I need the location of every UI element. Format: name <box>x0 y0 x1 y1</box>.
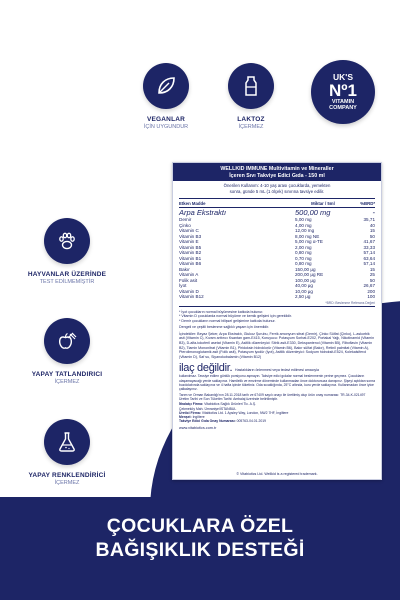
table-cell-amount: 2,50 μg <box>295 294 311 299</box>
badge-sweetener-title: YAPAY TATLANDIRICI <box>31 371 103 378</box>
note-vitamin-d: * Vitamin D çocuklarda normal büyüme ve kemik gelişimi için gereklidir. <box>179 314 292 319</box>
license-label: Takviye Edici Gıda Onay Numarası: <box>179 419 236 424</box>
manufacturer-label: Üretici Firma: <box>179 410 201 415</box>
table-cell-amount: 5,00 mg α-TE <box>295 239 323 244</box>
copyright-text: © Vitabiotics Ltd. Wellkid is a registered trademark. <box>236 472 318 476</box>
col-active: Etken Madde <box>179 200 206 206</box>
table-cell-name: Arpa Ekstraktı <box>179 208 227 217</box>
tagline-line2: BAĞIŞIKLIK DESTEĞİ <box>95 539 305 561</box>
badge-colorant-sub: İÇERMEZ <box>54 480 80 486</box>
table-cell-name: Bakır <box>179 266 190 272</box>
note-iodine: * İyot çocukların normal büyümesine katkıda bulunur. <box>179 309 264 314</box>
note-diet: Dengeli ve çeşitli beslenme sağlıklı yaşam için önemlidir. <box>179 325 270 330</box>
table-cell-amount: 4,00 mg <box>295 222 312 228</box>
product-label-box <box>172 162 382 480</box>
uk-badge-line3b: COMPANY <box>329 105 357 111</box>
table-cell-amount: 100,00 μg <box>295 277 316 283</box>
flask-icon <box>44 419 90 465</box>
label-header <box>173 163 381 181</box>
table-cell-name: Çinko <box>179 222 191 228</box>
table-cell-name: Vitamin B2 <box>179 250 202 255</box>
table-cell-nrv: 50 <box>369 233 375 239</box>
table-cell-name: Folik asit <box>179 277 198 283</box>
uk-badge-line3a: VITAMIN <box>331 98 355 105</box>
badge-vegan-sub: İÇİN UYGUNDUR <box>143 124 189 130</box>
approval-text: Tarım ve Orman Bakanlığı'nın 28.11.2018 tarih ve 67409 sayılı onayı ile üretilmiş olup ürün onay numarası: TR-34-K-021497 <box>179 392 366 397</box>
table-cell-name: Vitamin D <box>179 288 199 294</box>
table-cell-name: Vitamin B12 <box>179 294 204 299</box>
table-cell-name: Vitamin B6 <box>179 261 202 266</box>
origin-value: İngiltere <box>192 415 205 420</box>
milk-bottle-icon <box>228 63 274 109</box>
note-iron: * Demir çocukların normal bilişsel gelişimine katkıda bulunur. <box>179 318 276 323</box>
badge-animal-testing <box>12 218 122 285</box>
table-cell-amount: 8,00 mg NE <box>295 233 320 239</box>
table-cell-nrv: 25 <box>369 272 375 277</box>
table-cell-amount: 500,00 mg <box>295 208 331 217</box>
usage-line2: sonra, günde 5 mL (1 ölçek) sınırına tavsiye edilir. <box>229 188 325 194</box>
table-cell-nrv: 57,14 <box>363 261 375 266</box>
not-medicine-small: Hastalıkların önlenmesi veya tedavi edilmesi amacıyla <box>235 368 319 373</box>
warnings-text: kullanılmaz. Tavsiye edilen günlük porsiyonu aşmayın. Takviye edici gıdalar normal beslenmenin yerine geçmez. Çocukların ulaşamayacağı yerde saklayınız. Hamilelik ve emzirme döneminde kullanmadan önce doktorunuza danışınız. Şişeyi açtıktan sonra buzdolabında saklayınız ve 4 hafta içinde tüketiniz. Oda sıcaklığında, 25°C altında, kuru yerde saklayınız. Kullanmadan önce iyice çalkalayınız. <box>179 374 376 392</box>
table-cell-name: Vitamin E <box>179 239 199 244</box>
col-nrv: %BRD* <box>360 200 375 206</box>
badge-sweetener-sub: İÇERMEZ <box>54 379 80 385</box>
tagline <box>0 514 400 562</box>
not-medicine-statement <box>173 362 381 374</box>
nutrition-table-header <box>179 199 375 208</box>
table-cell-nrv: 200 <box>367 288 375 294</box>
table-cell-nrv: 40 <box>369 222 375 228</box>
nutrition-table-body <box>179 208 375 300</box>
label-header-line1: WELLKID IMMUNE Multivitamin ve Mineraller <box>220 166 334 172</box>
importer-label: İthalatçı Firma: <box>179 402 204 407</box>
table-cell-nrv: 26,67 <box>363 283 375 288</box>
ingredients-text: İçindekiler: Beyaz Şeker, Arpa Ekstraktı, Glukoz Şurubu, Ferrik amonyum sitrat (Demir), Çinko Sülfat (Çinko), L-askorbik asit (Vitamin C), Kıvam arttırıcı Ksantan gam-E415, Koruyucu: Potasyum Sorbat-E202, Portakal Yağı, Nikotinamid (Vitamin B3), D-alfa-tokoferil asetat (Vitamin E), Asitlik düzenleyici: Sitrik asit-E330, Dekspantenol (Vitamin B5), Riboflavin (Vitamin B2), Tiamin Mononitrat (Vitamin B1), Piridoksin hidroklorür (Vitamin B6), Bakır sülfat (Bakır), Retinil palmitat (Vitamin A), Pteroilmonoglutamik asit (Folik asit), Potasyum iyodür (İyot), Asitlik düzenleyici: Sodyum hidroksit-E524, Kolekalsiferol (Vitamin D), Saf su, Siyanokobalamin (Vitamin B12) <box>179 331 375 359</box>
badge-lactose-sub: İÇERMEZ <box>238 124 264 130</box>
leaf-icon <box>143 63 189 109</box>
not-medicine-big: ilaç değildir. <box>179 362 233 375</box>
table-cell-nrv: 41,67 <box>363 239 375 244</box>
address-text: Çekmeköy Mah. Ümraniye/İSTANBUL <box>179 406 237 411</box>
importer-value: Vitabiotics Sağlık Ürünleri Tic. A.Ş. <box>204 402 257 407</box>
table-cell-nrv: 50 <box>369 277 375 283</box>
table-cell-name: Vitamin B1 <box>179 255 202 261</box>
uk-badge-line2: Nº1 <box>329 80 357 100</box>
table-cell-name: Vitamin B5 <box>179 244 202 250</box>
table-cell-amount: 0,80 mg <box>295 250 312 255</box>
table-cell-nrv: - <box>372 208 375 217</box>
table-cell-amount: 40,00 μg <box>295 283 313 288</box>
table-cell-nrv: 33,33 <box>363 244 375 250</box>
table-cell-nrv: 57,14 <box>363 250 375 255</box>
badge-colorant-title: YAPAY RENKLENDİRİCİ <box>28 472 106 479</box>
col-amount: Miktar / 5ml <box>311 200 335 206</box>
badge-colorant <box>12 419 122 486</box>
table-cell-amount: 5,00 mg <box>295 217 312 222</box>
uk-badge-line1: UK'S <box>333 71 353 82</box>
license-value: 005763-04.01.2019 <box>236 419 267 424</box>
table-cell-amount: 10,00 μg <box>295 288 313 294</box>
dates-text: Üretim Tarihi ve Son Tüketim Tarihi: Ambalaj üzerinde belirtilmiştir. <box>179 396 278 401</box>
table-cell-nrv: 63,64 <box>363 255 375 261</box>
table-cell-amount: 0,70 mg <box>295 255 312 261</box>
table-footnote: *BRD: Beslenme Referans Değeri <box>179 300 375 307</box>
paw-icon <box>44 218 90 264</box>
table-cell-amount: 2,00 mg <box>295 244 312 250</box>
table-cell-nrv: 15 <box>369 266 375 272</box>
table-cell-amount: 150,00 μg <box>295 266 316 272</box>
badge-animal-sub: TEST EDİLMEMİŞTİR <box>39 279 95 285</box>
apple-syringe-icon <box>44 318 90 364</box>
nutrition-table <box>179 198 375 307</box>
table-cell-name: İyot <box>179 283 187 288</box>
table-cell-name: Demir <box>179 217 192 222</box>
badge-lactose <box>196 63 306 130</box>
manufacturer-value: Vitabiotics Ltd. 1 Apsley Way, London, NW2 7HF, İngiltere <box>201 410 289 415</box>
table-row <box>179 294 375 300</box>
badge-animal-title: HAYVANLAR ÜZERİNDE <box>27 271 107 278</box>
badge-lactose-title: LAKTOZ <box>237 116 265 123</box>
table-cell-nrv: 35,71 <box>363 217 375 222</box>
website-link[interactable]: www.vitabiotics.com.tr <box>179 425 217 430</box>
table-cell-nrv: 15 <box>369 228 375 233</box>
badge-vegan-title: VEGANLAR <box>146 116 186 123</box>
table-cell-name: Vitamin B3 <box>179 233 202 239</box>
table-cell-amount: 200,00 μg RE <box>295 272 324 277</box>
table-cell-nrv: 100 <box>367 294 375 299</box>
usage-line1: Önerilen Kullanım: 4-10 yaş arası çocuklarda, yemekten <box>223 183 331 189</box>
usage-instructions <box>173 181 381 196</box>
origin-label: Menşei: <box>179 415 192 420</box>
label-header-line2: İçeren Sıvı Takviye Edici Gıda - 150 ml <box>229 172 325 179</box>
tagline-line1: ÇOCUKLARA ÖZEL <box>106 515 294 537</box>
table-cell-amount: 12,00 mg <box>295 228 315 233</box>
table-row <box>179 208 375 217</box>
table-cell-name: Vitamin A <box>179 272 199 277</box>
uk-number-one-badge <box>311 60 375 124</box>
badge-sweetener <box>12 318 122 385</box>
table-cell-name: Vitamin C <box>179 228 199 233</box>
table-cell-amount: 0,80 mg <box>295 261 312 266</box>
